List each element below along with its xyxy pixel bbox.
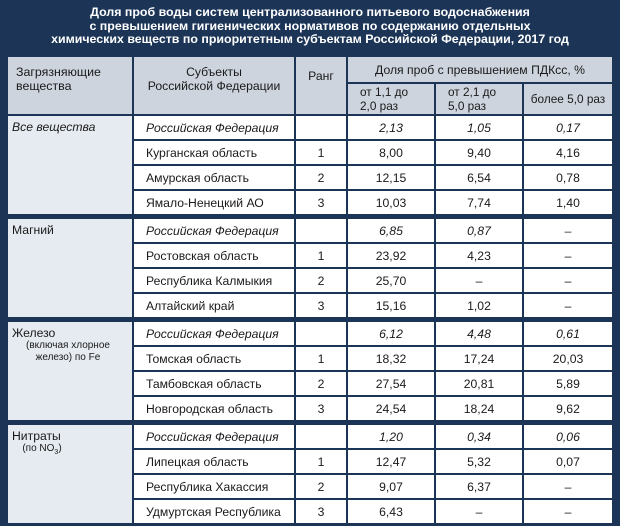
- pollutant-cell: [8, 116, 134, 219]
- value-2-1-to-5-0: 1,02: [436, 294, 524, 322]
- pollutant-note-subscript: 3: [54, 449, 59, 456]
- subject-cell: Республика Хакассия: [134, 475, 296, 500]
- value-2-1-to-5-0: 4,48: [436, 322, 524, 347]
- value-2-1-to-5-0: –: [436, 269, 524, 294]
- rank-cell: 2: [296, 475, 348, 500]
- pollutant-name: Магний: [12, 223, 54, 237]
- subject-cell: Алтайский край: [134, 294, 296, 322]
- header-col-1-1-to-2-0: от 1,1 до 2,0 раз: [348, 84, 436, 116]
- value-2-1-to-5-0: 5,32: [436, 450, 524, 475]
- pollutant-name: Все вещества: [12, 120, 96, 134]
- pollutant-name: Железо: [12, 326, 56, 340]
- value-1-1-to-2-0: 6,43: [348, 500, 436, 525]
- data-table: [8, 57, 612, 525]
- subject-cell: Удмуртская Республика: [134, 500, 296, 525]
- rank-cell: 3: [296, 397, 348, 425]
- value-1-1-to-2-0: 15,16: [348, 294, 436, 322]
- value-over-5: 0,78: [524, 166, 612, 191]
- value-1-1-to-2-0: 24,54: [348, 397, 436, 425]
- rank-cell: 1: [296, 450, 348, 475]
- value-over-5: –: [524, 219, 612, 244]
- value-1-1-to-2-0: 9,07: [348, 475, 436, 500]
- value-over-5: 0,07: [524, 450, 612, 475]
- rank-cell: 3: [296, 191, 348, 219]
- value-2-1-to-5-0: 9,40: [436, 141, 524, 166]
- subject-cell: Новгородская область: [134, 397, 296, 425]
- table-row: [8, 425, 612, 450]
- value-over-5: –: [524, 500, 612, 525]
- value-over-5: –: [524, 269, 612, 294]
- value-over-5: –: [524, 475, 612, 500]
- value-2-1-to-5-0: 17,24: [436, 347, 524, 372]
- subject-cell: Российская Федерация: [134, 116, 296, 141]
- pollutant-note: железо) по Fe: [35, 352, 101, 363]
- rank-cell: 1: [296, 244, 348, 269]
- rank-cell: 1: [296, 347, 348, 372]
- header-subjects: Субъекты Российской Федерации: [134, 57, 296, 116]
- value-2-1-to-5-0: 4,23: [436, 244, 524, 269]
- rank-cell: 2: [296, 372, 348, 397]
- table-row: [8, 116, 612, 141]
- value-2-1-to-5-0: 7,74: [436, 191, 524, 219]
- value-2-1-to-5-0: 6,37: [436, 475, 524, 500]
- value-1-1-to-2-0: 25,70: [348, 269, 436, 294]
- value-1-1-to-2-0: 6,12: [348, 322, 436, 347]
- subject-cell: Российская Федерация: [134, 425, 296, 450]
- rank-cell: 1: [296, 141, 348, 166]
- subject-cell: Ямало-Ненецкий АО: [134, 191, 296, 219]
- value-1-1-to-2-0: 1,20: [348, 425, 436, 450]
- value-1-1-to-2-0: 12,47: [348, 450, 436, 475]
- pollutant-note: (включая хлорное: [26, 340, 110, 351]
- value-over-5: 1,40: [524, 191, 612, 219]
- rank-cell: 3: [296, 294, 348, 322]
- value-over-5: 4,16: [524, 141, 612, 166]
- value-over-5: 0,17: [524, 116, 612, 141]
- subject-cell: Томская область: [134, 347, 296, 372]
- title-line: химических веществ по приоритетным субъектам Российской Федерации, 2017 год: [51, 32, 569, 47]
- pollutant-cell: [8, 425, 134, 525]
- value-over-5: 20,03: [524, 347, 612, 372]
- subject-cell: Тамбовская область: [134, 372, 296, 397]
- value-1-1-to-2-0: 23,92: [348, 244, 436, 269]
- value-2-1-to-5-0: –: [436, 500, 524, 525]
- value-over-5: 9,62: [524, 397, 612, 425]
- header-share-group: Доля проб с превышением ПДКсс, %: [348, 57, 612, 84]
- page-title: [0, 6, 620, 47]
- subject-cell: Российская Федерация: [134, 322, 296, 347]
- rank-cell: [296, 116, 348, 141]
- value-1-1-to-2-0: 6,85: [348, 219, 436, 244]
- value-2-1-to-5-0: 0,34: [436, 425, 524, 450]
- subject-cell: Российская Федерация: [134, 219, 296, 244]
- value-1-1-to-2-0: 2,13: [348, 116, 436, 141]
- header-pollutants: Загрязняющие вещества: [8, 57, 134, 116]
- rank-cell: 2: [296, 269, 348, 294]
- value-1-1-to-2-0: 27,54: [348, 372, 436, 397]
- rank-cell: 2: [296, 166, 348, 191]
- rank-cell: [296, 219, 348, 244]
- pollutant-note: [12, 443, 72, 459]
- table-row: [8, 322, 612, 347]
- value-1-1-to-2-0: 10,03: [348, 191, 436, 219]
- value-2-1-to-5-0: 6,54: [436, 166, 524, 191]
- pollutant-note-text: ): [58, 443, 62, 454]
- value-over-5: –: [524, 244, 612, 269]
- rank-cell: 3: [296, 500, 348, 525]
- header-col-2-1-to-5-0: от 2,1 до 5,0 раз: [436, 84, 524, 116]
- pollutant-cell: [8, 219, 134, 322]
- header-col-over-5: более 5,0 раз: [524, 84, 612, 116]
- value-2-1-to-5-0: 1,05: [436, 116, 524, 141]
- value-1-1-to-2-0: 8,00: [348, 141, 436, 166]
- value-2-1-to-5-0: 20,81: [436, 372, 524, 397]
- rank-cell: [296, 322, 348, 347]
- value-1-1-to-2-0: 12,15: [348, 166, 436, 191]
- pollutant-note-text: (по NO: [22, 443, 55, 454]
- pollutant-cell: [8, 322, 134, 425]
- subject-cell: Амурская область: [134, 166, 296, 191]
- subject-cell: Ростовская область: [134, 244, 296, 269]
- value-over-5: –: [524, 294, 612, 322]
- title-line: с превышением гигиенических нормативов по содержанию отдельных: [89, 18, 531, 33]
- value-2-1-to-5-0: 18,24: [436, 397, 524, 425]
- value-1-1-to-2-0: 18,32: [348, 347, 436, 372]
- subject-cell: Курганская область: [134, 141, 296, 166]
- value-2-1-to-5-0: 0,87: [436, 219, 524, 244]
- value-over-5: 0,61: [524, 322, 612, 347]
- rank-cell: [296, 425, 348, 450]
- subject-cell: Липецкая область: [134, 450, 296, 475]
- header-rank: Ранг: [296, 57, 348, 116]
- subject-cell: Республика Калмыкия: [134, 269, 296, 294]
- value-over-5: 0,06: [524, 425, 612, 450]
- value-over-5: 5,89: [524, 372, 612, 397]
- title-line: Доля проб воды систем централизованного питьевого водоснабжения: [90, 5, 530, 19]
- table-row: [8, 219, 612, 244]
- pollutant-name: Нитраты: [12, 429, 61, 443]
